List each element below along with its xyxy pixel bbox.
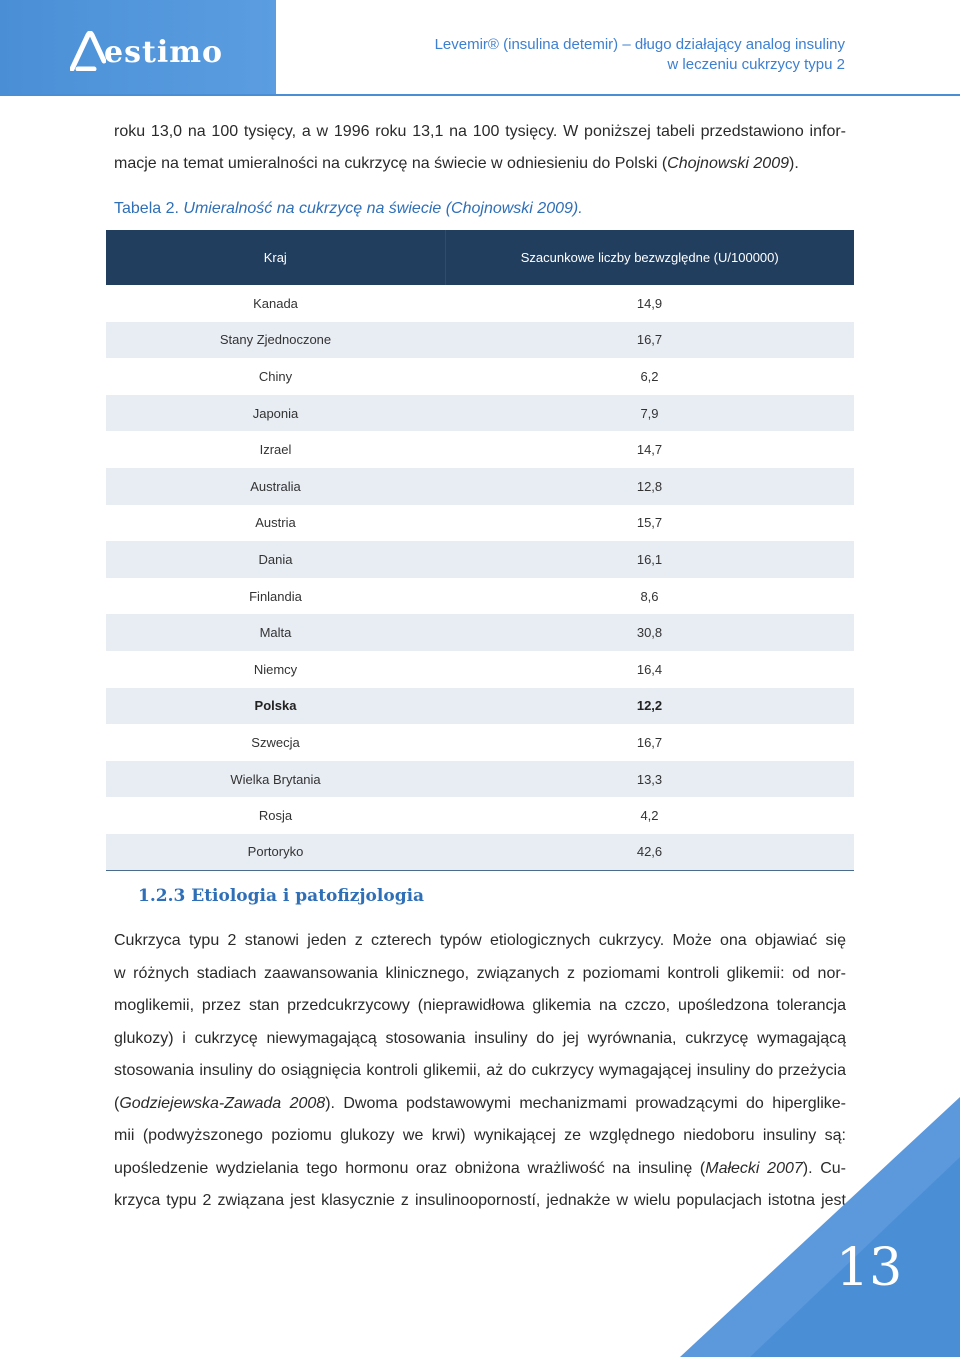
table-row (106, 651, 854, 688)
body-citation-1: Godziejewska-Zawada 2008 (119, 1094, 326, 1112)
table-header-row (106, 230, 854, 285)
value-cell: 16,7 (636, 734, 663, 750)
document-title-line1: Levemir® (insulina detemir) – długo działający analog insuliny (434, 36, 845, 53)
table-row (106, 322, 854, 359)
table-row (106, 541, 854, 578)
country-cell: Stany Zjednoczone (106, 322, 445, 359)
body-text: ( (114, 1094, 120, 1112)
country-cell: Australia (106, 468, 445, 505)
body-line-5: stosowania insuliny do osiągnięcia kontroli glikemii, aż do cukrzycy wymagającej insuliny do przeżycia (114, 1062, 846, 1079)
intro-citation: Chojnowski 2009 (667, 155, 789, 172)
country-cell: Portoryko (106, 834, 445, 871)
logo-text: estimo (104, 34, 223, 70)
table-row (106, 358, 854, 395)
table-row (106, 688, 854, 725)
intro-text-end: ). (789, 155, 799, 172)
table-row (106, 468, 854, 505)
country-cell: Izrael (259, 442, 292, 458)
table-row (106, 724, 854, 761)
document-title-line2: w leczeniu cukrzycy typu 2 (667, 56, 845, 73)
header-rule (0, 94, 960, 96)
table-row (106, 614, 854, 651)
body-line-2: w różnych stadiach zaawansowania klinicznego, związanych z poziomami kontroli glikemii: od nor- (114, 964, 846, 982)
country-cell: Rosja (258, 808, 293, 824)
mortality-table (106, 230, 854, 871)
page-number: 13 (836, 1238, 903, 1298)
country-cell: Austria (255, 515, 296, 531)
intro-text: macje na temat umieralności na cukrzycę na świecie w odniesieniu do Polski ( (114, 155, 668, 172)
value-cell: 15,7 (636, 515, 663, 531)
value-cell: 16,7 (445, 322, 854, 359)
body-line-7: mii (podwyższonego poziomu glukozy we krwi) wynikającej ze względnego niedoboru insuliny są: (114, 1127, 846, 1144)
value-cell: 12,2 (445, 688, 854, 725)
country-cell: Szwecja (251, 734, 300, 750)
table-row (106, 797, 854, 834)
country-cell: Dania (106, 541, 445, 578)
country-cell: Wielka Brytania (106, 761, 445, 798)
body-text: ). Cu- (802, 1159, 847, 1177)
estimo-logo (70, 30, 223, 72)
table-row (106, 761, 854, 798)
value-cell: 6,2 (640, 368, 659, 384)
body-line-9: krzyca typu 2 związana jest klasycznie z insulinooporností, jednakże w wielu populacjach istotna jest (114, 1192, 846, 1209)
intro-paragraph (114, 116, 846, 180)
corner-decoration (680, 1097, 960, 1357)
value-cell: 30,8 (445, 614, 854, 651)
country-cell: Chiny (258, 368, 293, 384)
body-citation-2: Małecki 2007 (705, 1159, 803, 1177)
value-cell: 16,4 (636, 661, 663, 677)
country-cell: Malta (106, 614, 445, 651)
body-text: upośledzenie wydzielania tego hormonu oraz obniżona wrażliwość na insulinę ( (114, 1159, 706, 1177)
body-line-3: moglikemii, przez stan przedcukrzycowy (nieprawidłowa glikemia na czczo, upośledzona tolerancja (114, 997, 846, 1014)
table-row (106, 578, 854, 615)
document-title (435, 35, 845, 75)
intro-line-1: roku 13,0 na 100 tysięcy, a w 1996 roku 13,1 na 100 tysięcy. W poniższej tabeli przedstawiono infor- (114, 123, 846, 140)
country-cell: Finlandia (249, 588, 302, 604)
value-cell: 14,7 (636, 442, 663, 458)
table-row (106, 505, 854, 542)
value-cell: 14,9 (636, 295, 663, 311)
body-line-1: Cukrzyca typu 2 stanowi jeden z czterech typów etiologicznych cukrzycy. Może ona objawiać się (114, 932, 846, 949)
table-caption (114, 200, 583, 218)
value-cell: 16,1 (445, 541, 854, 578)
section-heading: 1.2.3 Etiologia i patofizjologia (138, 886, 425, 906)
table-caption-text: Umieralność na cukrzycę na świecie (Chojnowski 2009). (183, 200, 583, 217)
value-cell: 7,9 (445, 395, 854, 432)
column-header-value: Szacunkowe liczby bezwzględne (U/100000) (445, 230, 854, 285)
value-cell: 12,8 (445, 468, 854, 505)
body-text: ). Dwoma podstawowymi mechanizmami prowadzącymi do hiperglike- (325, 1094, 847, 1112)
page-header (0, 0, 960, 96)
table-row (106, 395, 854, 432)
intro-line-2 (114, 148, 846, 180)
value-cell: 42,6 (445, 834, 854, 871)
table-caption-label: Tabela 2. (114, 200, 179, 217)
country-cell: Kanada (253, 295, 298, 311)
table-row (106, 834, 854, 871)
country-cell: Polska (106, 688, 445, 725)
table-row (106, 285, 854, 322)
value-cell: 4,2 (640, 808, 659, 824)
table-row (106, 431, 854, 468)
logo-lambda-icon (70, 31, 106, 71)
value-cell: 13,3 (445, 761, 854, 798)
body-line-4: glukozy) i cukrzycę niewymagającą stosowania insuliny do jej wyrównania, cukrzycę wymagającą (114, 1029, 846, 1047)
country-cell: Japonia (106, 395, 445, 432)
column-header-country: Kraj (106, 230, 445, 285)
country-cell: Niemcy (253, 661, 298, 677)
value-cell: 8,6 (640, 588, 659, 604)
